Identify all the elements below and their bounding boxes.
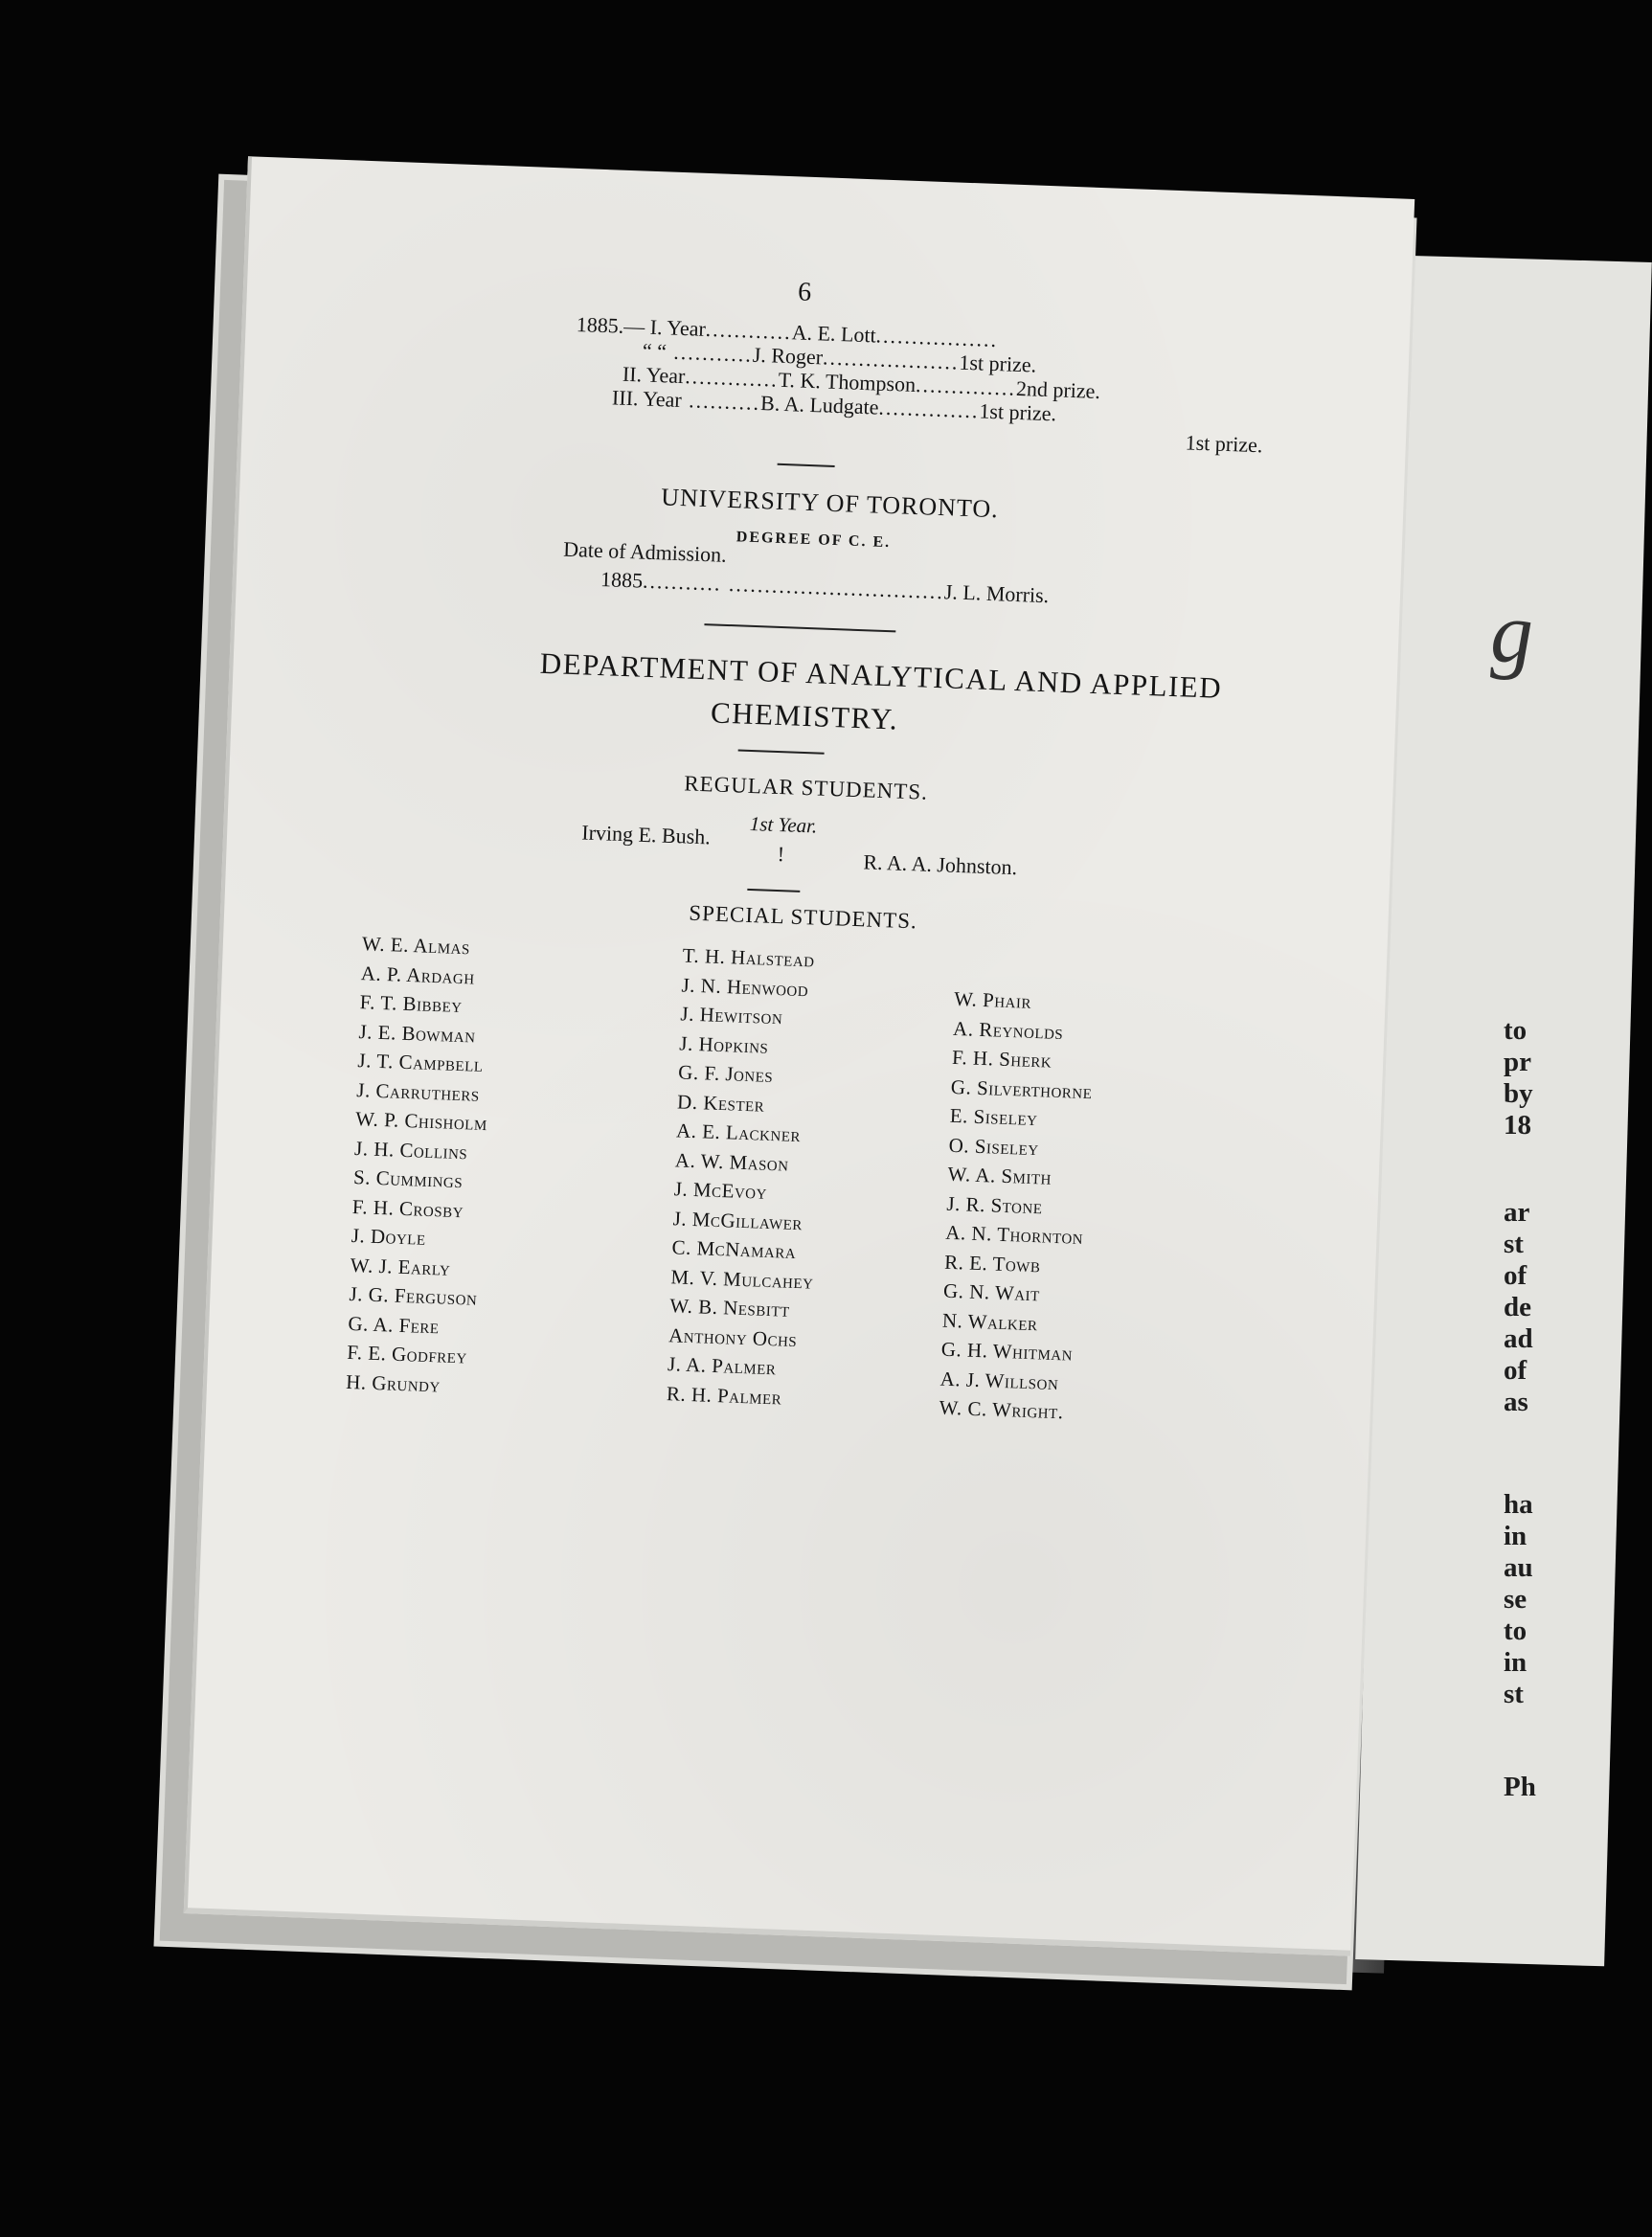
student-name: W. A. Smith: [947, 1162, 1052, 1189]
prize-award: 2nd prize.: [1015, 375, 1101, 404]
student-name: J. McEvoy: [673, 1177, 768, 1204]
student-name: W. P. Chisholm: [354, 1107, 488, 1136]
right-page-text-fragment: to: [1504, 1015, 1528, 1046]
student-name: Anthony Ochs: [668, 1322, 798, 1351]
student-name: G. F. Jones: [677, 1060, 774, 1088]
right-page-text-fragment: ad: [1504, 1323, 1533, 1354]
regular-student-right: R. A. A. Johnston.: [863, 849, 1018, 880]
student-name: W. Phair: [953, 986, 1032, 1013]
right-page-text-fragment: se: [1504, 1584, 1528, 1615]
prize-year-label: III. Year: [611, 385, 683, 413]
prize-year-label: 1885.— I. Year: [576, 311, 707, 341]
student-name: J. G. Ferguson: [349, 1281, 478, 1310]
student-name: C. McNamara: [671, 1235, 797, 1264]
student-name: J. Hewitson: [680, 1002, 783, 1029]
department-title-line2: CHEMISTRY.: [710, 695, 899, 736]
left-page: [184, 156, 1414, 1955]
student-name: R. H. Palmer: [666, 1381, 782, 1410]
student-name: W. C. Wright.: [939, 1395, 1064, 1424]
prize-award: 1st prize.: [1185, 430, 1263, 458]
right-page-text-fragment: to: [1504, 1616, 1528, 1646]
right-page-text-fragment: in: [1504, 1521, 1528, 1551]
divider: [704, 623, 895, 632]
student-name: J. E. Bowman: [358, 1019, 477, 1048]
right-page-ornament: g: [1490, 586, 1533, 681]
right-page-text-fragment: as: [1504, 1387, 1528, 1417]
prize-award: 1st prize.: [979, 398, 1057, 426]
student-name: N. Walker: [941, 1308, 1038, 1335]
student-name: W. J. Early: [350, 1253, 451, 1280]
right-page-text-fragment: in: [1504, 1647, 1528, 1678]
student-name: G. A. Fere: [348, 1311, 441, 1338]
student-name: J. N. Henwood: [681, 972, 809, 1001]
divider: [738, 749, 825, 754]
student-name: A. J. Willson: [939, 1367, 1059, 1394]
student-name: A. P. Ardagh: [360, 960, 476, 989]
admission-row: 1885........... ..............................J. L. Morris.: [600, 567, 1050, 608]
student-name: R. E. Towb: [943, 1250, 1041, 1277]
admission-date-label: Date of Admission.: [562, 536, 728, 567]
student-name: G. Silverthorne: [950, 1074, 1093, 1103]
right-page-text-fragment: st: [1504, 1229, 1524, 1259]
prize-row-5: [1185, 430, 1263, 458]
prize-row-2: “ “ ...........J. Roger...................1st prize.: [642, 338, 1037, 377]
student-name: D. Kester: [676, 1089, 765, 1117]
prize-row-4: III. Year ..........B. A. Ludgate..............1st prize.: [611, 385, 1057, 426]
degree-label: DEGREE OF C. E.: [735, 529, 892, 552]
student-name: J. H. Collins: [353, 1136, 468, 1164]
regular-separator: !: [777, 842, 785, 867]
special-students-title: SPECIAL STUDENTS.: [688, 900, 918, 934]
student-name: A. E. Lackner: [675, 1118, 802, 1147]
student-name: O. Siseley: [948, 1133, 1040, 1160]
student-name: E. Siseley: [949, 1103, 1038, 1131]
regular-student-left: Irving E. Bush.: [580, 820, 712, 849]
student-name: M. V. Mulcahey: [670, 1264, 814, 1294]
student-name: J. R. Stone: [946, 1191, 1043, 1218]
right-page-text-fragment: by: [1504, 1078, 1533, 1109]
admission-year: 1885: [600, 567, 644, 593]
department-title-line1: DEPARTMENT OF ANALYTICAL AND APPLIED: [539, 645, 1223, 705]
university-title: UNIVERSITY OF TORONTO.: [660, 483, 1000, 524]
student-name: W. B. Nesbitt: [668, 1294, 791, 1322]
student-name: A. W. Mason: [674, 1147, 790, 1176]
regular-year-label: 1st Year.: [749, 811, 818, 838]
student-name: F. T. Bibbey: [359, 990, 464, 1018]
student-name: J. A. Palmer: [667, 1352, 777, 1380]
right-page-text-fragment: au: [1504, 1552, 1533, 1583]
page-paper: [188, 156, 1414, 1950]
divider: [747, 889, 800, 893]
student-name: H. Grundy: [345, 1369, 441, 1396]
student-name: W. E. Almas: [361, 932, 471, 960]
prize-year-label: “ “: [642, 338, 668, 364]
student-name: J. Doyle: [351, 1223, 427, 1250]
student-name: F. E. Godfrey: [346, 1340, 468, 1368]
student-name: J. McGillawer: [672, 1206, 803, 1234]
student-name: F. H. Sherk: [951, 1045, 1052, 1073]
prize-name: B. A. Ludgate: [759, 391, 879, 419]
right-page-text-fragment: ar: [1504, 1197, 1530, 1228]
prize-name: J. Roger: [752, 342, 824, 370]
page-number: 6: [797, 277, 812, 307]
prize-row-1: 1885.— I. Year............A. E. Lott.................: [576, 311, 999, 352]
prize-name: T. K. Thompson: [778, 367, 917, 396]
regular-students-title: REGULAR STUDENTS.: [683, 771, 929, 804]
prize-award: 1st prize.: [959, 350, 1037, 377]
right-page-text-fragment: pr: [1504, 1047, 1531, 1077]
right-page-text-fragment: of: [1504, 1355, 1528, 1386]
right-page-text-fragment: st: [1504, 1679, 1524, 1709]
student-name: T. H. Halstead: [682, 943, 816, 972]
right-page-text-fragment: 18: [1504, 1110, 1531, 1141]
right-page-text-fragment: ha: [1504, 1489, 1533, 1520]
right-page-text-fragment: of: [1504, 1260, 1528, 1291]
student-name: A. N. Thornton: [944, 1220, 1084, 1249]
right-page-text-fragment: Ph: [1504, 1772, 1536, 1802]
admission-name: J. L. Morris.: [943, 579, 1050, 608]
prize-year-label: II. Year: [622, 361, 686, 389]
student-name: J. Carruthers: [355, 1077, 481, 1106]
student-name: F. H. Crosby: [351, 1194, 464, 1222]
student-name: G. N. Wait: [942, 1278, 1041, 1306]
prize-row-3: II. Year.............T. K. Thompson..............2nd prize.: [622, 361, 1101, 404]
student-name: S. Cummings: [352, 1165, 464, 1193]
student-name: A. Reynolds: [952, 1016, 1064, 1044]
divider: [778, 463, 835, 467]
student-name: J. Hopkins: [678, 1030, 769, 1058]
student-name: G. H. Whitman: [940, 1337, 1074, 1366]
student-name: J. T. Campbell: [357, 1049, 484, 1076]
right-page-text-fragment: de: [1504, 1292, 1531, 1322]
prize-name: A. E. Lott: [791, 320, 877, 348]
